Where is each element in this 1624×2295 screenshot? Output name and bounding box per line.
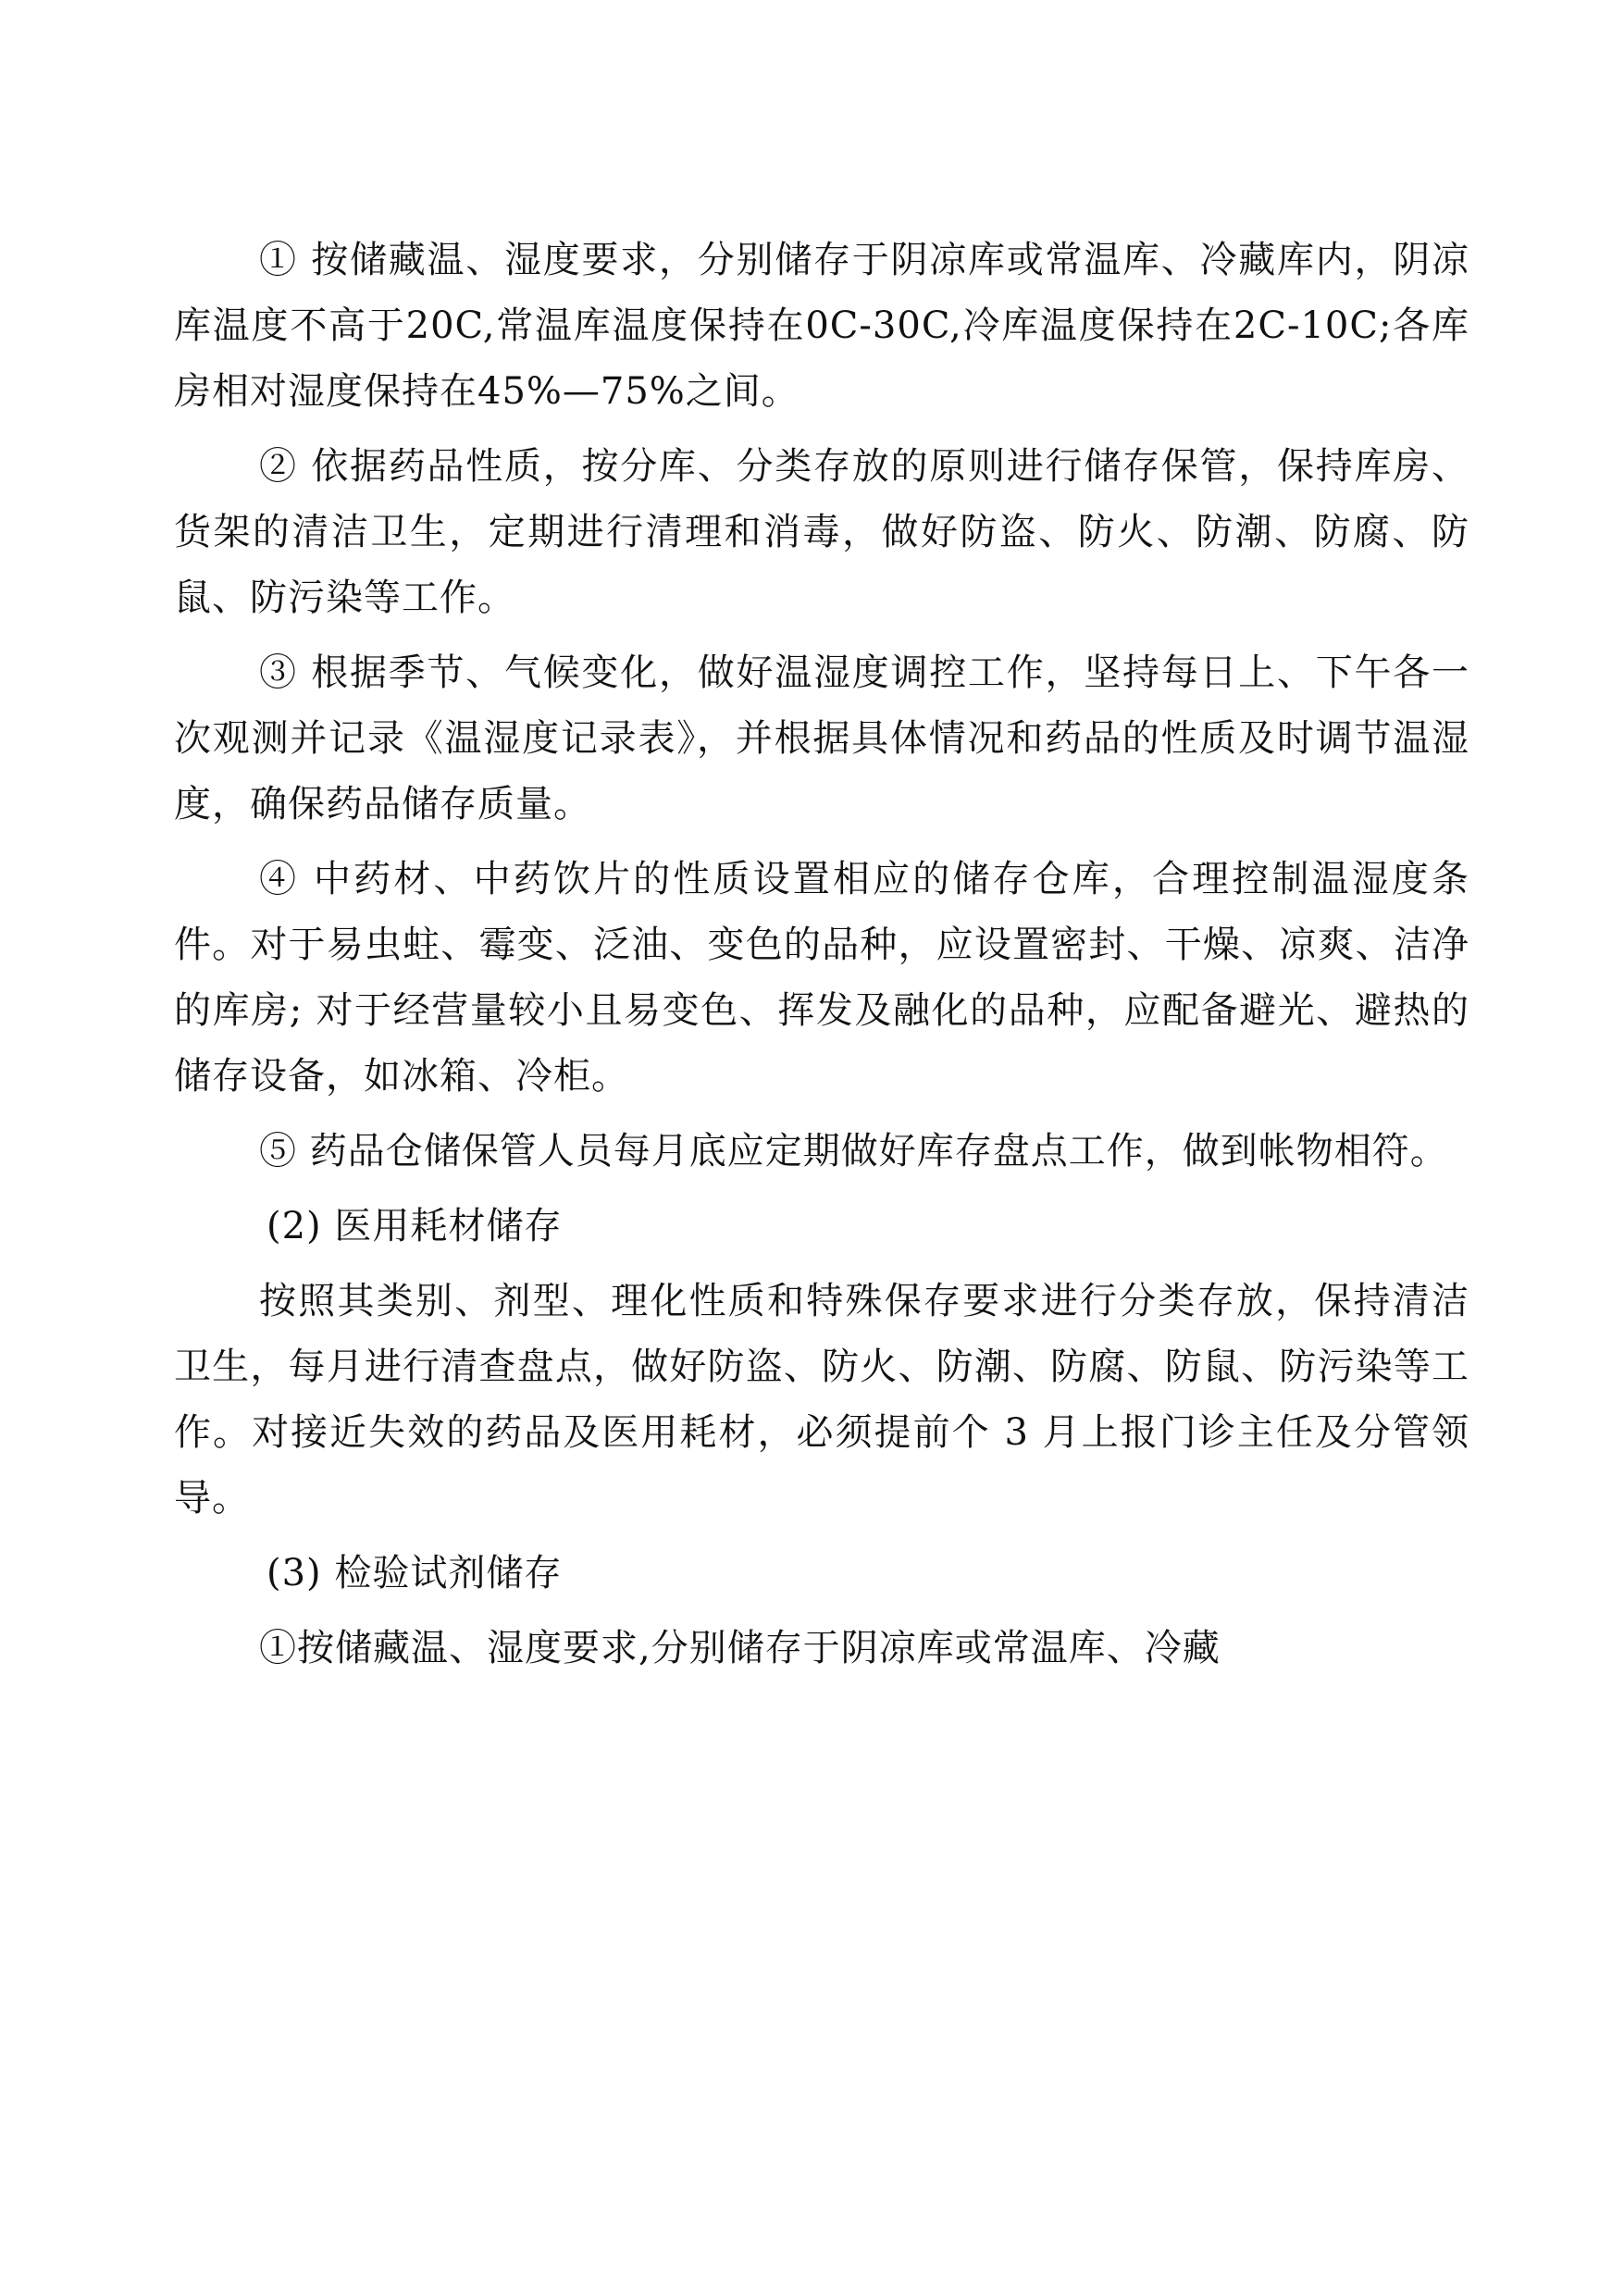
paragraph-storage-temperature: ① 按储藏温、湿度要求，分别储存于阴凉库或常温库、冷藏库内，阴凉库温度不高于20C,常温库温度保持在0C-30C,冷库温度保持在2C-10C;各库房相对湿度保持在45%—75%之间。 bbox=[174, 239, 1469, 413]
paragraph-reagent-storage: ①按储藏温、湿度要求,分别储存于阴凉库或常温库、冷藏 bbox=[259, 1627, 1221, 1669]
document-body bbox=[174, 228, 1469, 1681]
paragraph-herbal-storage: ④ 中药材、中药饮片的性质设置相应的储存仓库，合理控制温湿度条件。对于易虫蛀、霉变、泛油、变色的品种，应设置密封、干燥、凉爽、洁净的库房; 对于经营量较小且易变色、挥发及融化的品种，应配备避光、避热的储存设备，如冰箱、冷柜。 bbox=[174, 858, 1469, 1098]
section-heading-medical-consumables: (2) 医用耗材储存 bbox=[267, 1205, 563, 1247]
paragraph-classified-storage: ② 依据药品性质，按分库、分类存放的原则进行储存保管，保持库房、货架的清洁卫生，定期进行清理和消毒，做好防盗、防火、防潮、防腐、防鼠、防污染等工作。 bbox=[174, 445, 1469, 619]
section-heading-test-reagents: (3) 检验试剂储存 bbox=[267, 1552, 563, 1594]
paragraph-consumables-storage: 按照其类别、剂型、理化性质和特殊保存要求进行分类存放，保持清洁卫生，每月进行清查盘点，做好防盗、防火、防潮、防腐、防鼠、防污染等工作。对接近失效的药品及医用耗材，必须提前个 3 月上报门诊主任及分管领导。 bbox=[174, 1280, 1469, 1520]
paragraph-inventory-check: ⑤ 药品仓储保管人员每月底应定期做好库存盘点工作，做到帐物相符。 bbox=[259, 1130, 1448, 1172]
paragraph-humidity-control: ③ 根据季节、气候变化，做好温湿度调控工作，坚持每日上、下午各一次观测并记录《温湿度记录表》，并根据具体情况和药品的性质及时调节温湿度，确保药品储存质量。 bbox=[174, 651, 1469, 825]
